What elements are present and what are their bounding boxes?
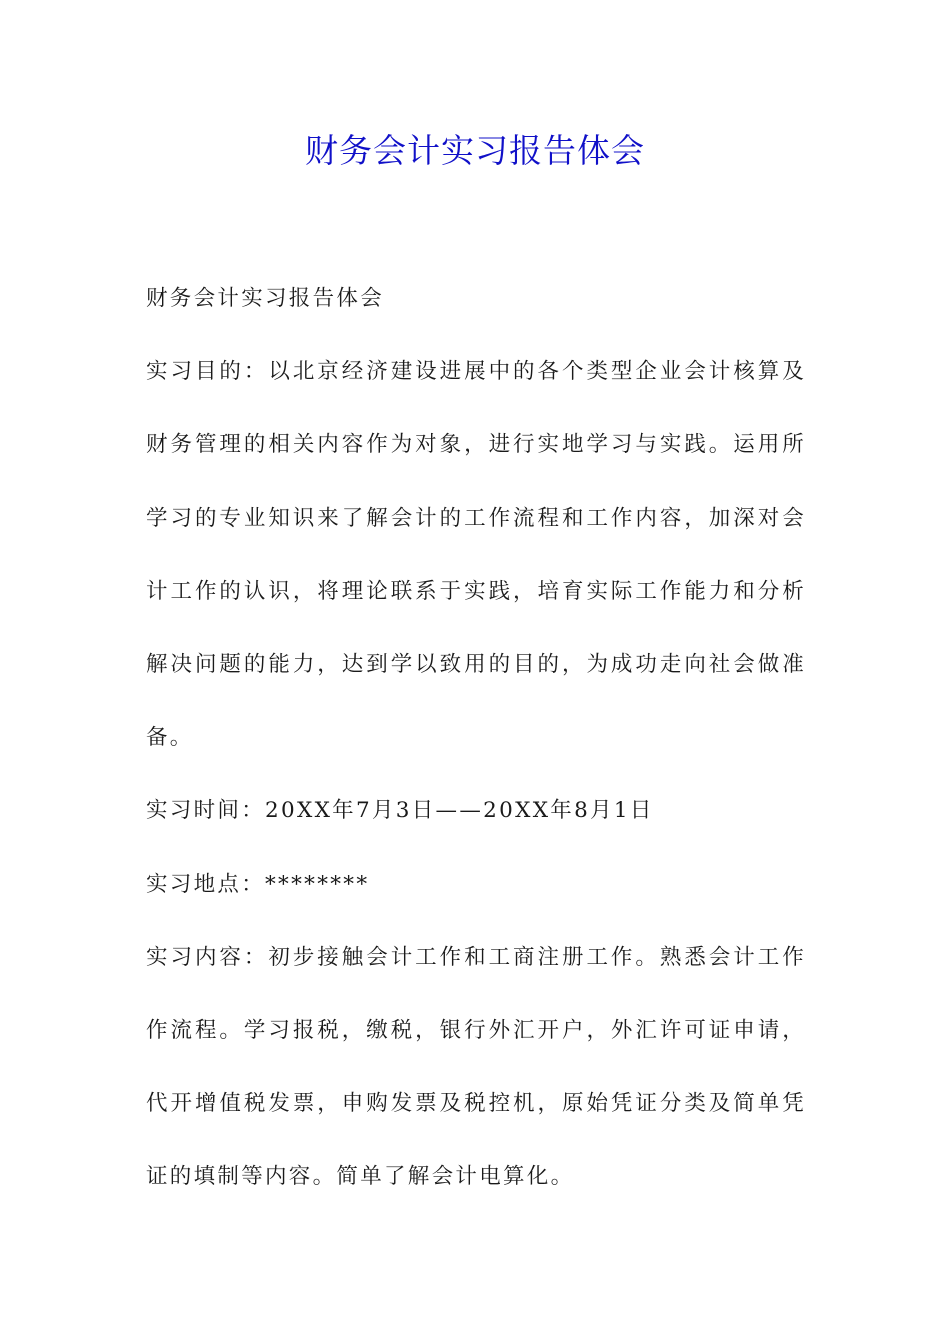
internship-location-paragraph: 实习地点：******** — [146, 871, 370, 897]
internship-time-paragraph: 实习时间：20XX年7月3日——20XX年8月1日 — [146, 798, 654, 824]
document-body — [146, 262, 806, 1214]
internship-purpose-paragraph: 实习目的：以北京经济建设进展中的各个类型企业会计核算及财务管理的相关内容作为对象，进行实地学习与实践。运用所学习的专业知识来了解会计的工作流程和工作内容，加深对会计工作的认识，将理论联系于实践，培育实际工作能力和分析解决问题的能力，达到学以致用的目的，为成功走向社会做准备。 — [146, 359, 806, 751]
internship-content-paragraph: 实习内容：初步接触会计工作和工商注册工作。熟悉会计工作作流程。学习报税，缴税，银行外汇开户，外汇许可证申请，代开增值税发票，申购发票及税控机，原始凭证分类及简单凭证的填制等内容。简单了解会计电算化。 — [146, 944, 806, 1190]
document-title: 财务会计实习报告体会 — [305, 131, 645, 170]
report-heading-paragraph: 财务会计实习报告体会 — [146, 286, 385, 311]
